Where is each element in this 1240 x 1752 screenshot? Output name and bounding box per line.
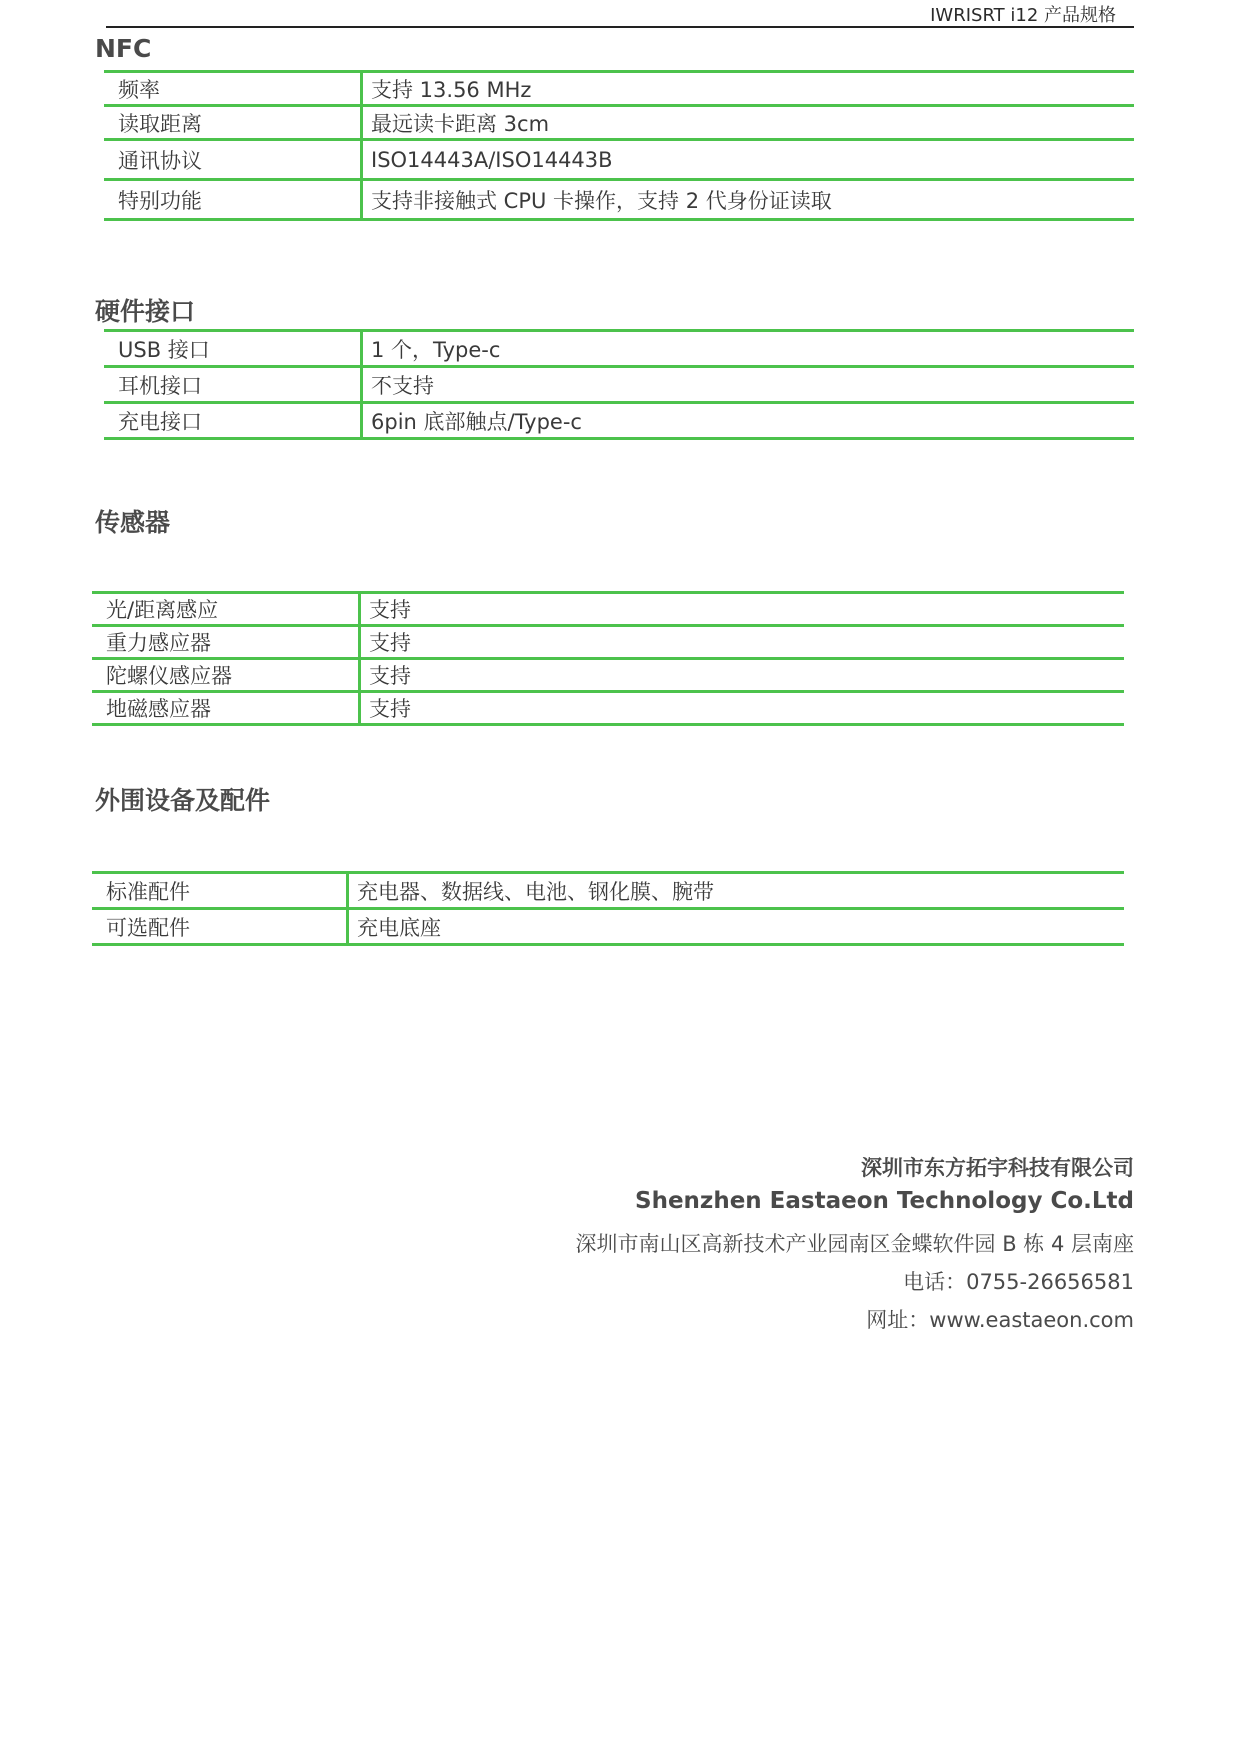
row-label: 通讯协议 [104, 140, 362, 180]
row-value: 支持 [360, 593, 1125, 626]
row-label: 特别功能 [104, 180, 362, 220]
row-label: 可选配件 [92, 909, 348, 945]
table-row [104, 367, 1134, 403]
table-row [104, 72, 1134, 106]
table-row [92, 593, 1124, 626]
section-title-sensors: 传感器 [95, 508, 171, 537]
table-row [104, 180, 1134, 220]
table-row [104, 106, 1134, 140]
company-website: 网址：www.eastaeon.com [866, 1308, 1134, 1332]
row-label: USB 接口 [104, 331, 362, 367]
row-value: 6pin 底部触点/Type-c [362, 403, 1135, 439]
row-label: 重力感应器 [92, 626, 360, 659]
company-address: 深圳市南山区高新技术产业园南区金蝶软件园 B 栋 4 层南座 [575, 1232, 1134, 1256]
table-row [92, 626, 1124, 659]
row-label: 读取距离 [104, 106, 362, 140]
row-value: 充电底座 [348, 909, 1125, 945]
row-label: 陀螺仪感应器 [92, 659, 360, 692]
row-label: 标准配件 [92, 873, 348, 909]
table-row [104, 403, 1134, 439]
hardware-spec-table [104, 329, 1134, 440]
row-value: 1 个，Type-c [362, 331, 1135, 367]
row-value: 最远读卡距离 3cm [362, 106, 1135, 140]
table-row [104, 140, 1134, 180]
row-value: 支持 [360, 626, 1125, 659]
document-header-title: IWRISRT i12 产品规格 [930, 5, 1116, 26]
row-value: 支持 [360, 659, 1125, 692]
header-rule [106, 26, 1134, 28]
row-label: 光/距离感应 [92, 593, 360, 626]
company-phone: 电话：0755-26656581 [903, 1270, 1134, 1294]
table-row [92, 909, 1124, 945]
accessories-spec-table [92, 871, 1124, 946]
row-value: 不支持 [362, 367, 1135, 403]
row-value: 支持 13.56 MHz [362, 72, 1135, 106]
company-name-cn: 深圳市东方拓宇科技有限公司 [861, 1156, 1134, 1180]
section-title-accessories: 外围设备及配件 [95, 786, 271, 815]
row-label: 耳机接口 [104, 367, 362, 403]
row-label: 地磁感应器 [92, 692, 360, 725]
row-label: 充电接口 [104, 403, 362, 439]
table-row [92, 873, 1124, 909]
nfc-spec-table [104, 70, 1134, 221]
table-row [92, 659, 1124, 692]
row-value: ISO14443A/ISO14443B [362, 140, 1135, 180]
sensors-spec-table [92, 591, 1124, 726]
row-label: 频率 [104, 72, 362, 106]
company-name-en: Shenzhen Eastaeon Technology Co.Ltd [635, 1188, 1134, 1214]
row-value: 支持 [360, 692, 1125, 725]
table-row [104, 331, 1134, 367]
row-value: 充电器、数据线、电池、钢化膜、腕带 [348, 873, 1125, 909]
row-value: 支持非接触式 CPU 卡操作，支持 2 代身份证读取 [362, 180, 1135, 220]
section-title-nfc: NFC [95, 34, 152, 63]
section-title-hardware: 硬件接口 [95, 297, 196, 326]
table-row [92, 692, 1124, 725]
